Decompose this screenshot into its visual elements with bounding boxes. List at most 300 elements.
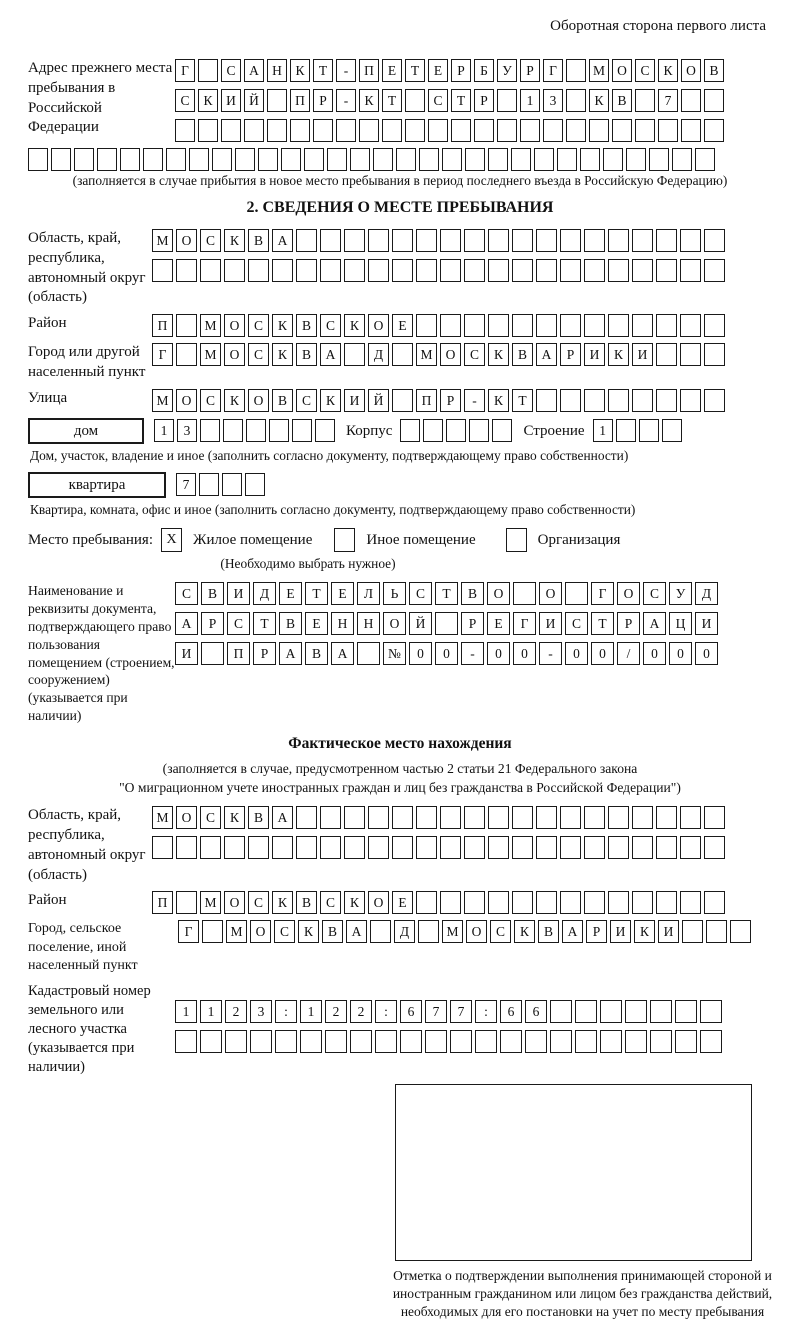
char-cell <box>28 148 48 171</box>
char-cell <box>566 89 586 112</box>
char-cell <box>512 259 533 282</box>
char-cell: О <box>176 389 197 412</box>
char-cell <box>632 806 653 829</box>
prev-address-grid <box>175 59 727 142</box>
char-cell <box>296 259 317 282</box>
char-cell <box>175 119 195 142</box>
char-cell: Т <box>451 89 471 112</box>
fact-city-block <box>28 920 772 975</box>
char-cell <box>440 891 461 914</box>
char-cell <box>512 891 533 914</box>
char-cell: Г <box>178 920 199 943</box>
char-cell <box>440 806 461 829</box>
char-cell <box>632 229 653 252</box>
char-cell <box>464 836 485 859</box>
char-cell <box>392 389 413 412</box>
char-cell: Е <box>487 612 510 635</box>
char-cell: 1 <box>154 419 174 442</box>
char-cell: И <box>610 920 631 943</box>
char-cell <box>175 1030 197 1053</box>
char-cell <box>199 473 219 496</box>
stroenie-label: Строение <box>523 422 585 439</box>
char-cell: А <box>331 642 354 665</box>
char-cell: 6 <box>525 1000 547 1023</box>
char-cell: У <box>497 59 517 82</box>
char-cell: : <box>275 1000 297 1023</box>
fact-city-label: Город, сельское поселение, иной населенный пункт <box>28 921 138 974</box>
char-cell: К <box>224 389 245 412</box>
char-cell <box>419 148 439 171</box>
char-cell <box>680 389 701 412</box>
char-cell: С <box>221 59 241 82</box>
char-cell: Е <box>392 891 413 914</box>
char-cell: Р <box>474 89 494 112</box>
char-cell <box>440 836 461 859</box>
char-cell <box>512 229 533 252</box>
char-cell: М <box>200 314 221 337</box>
char-cell: В <box>305 642 328 665</box>
char-cell <box>650 1000 672 1023</box>
char-cell <box>680 891 701 914</box>
char-cell: И <box>227 582 250 605</box>
char-cell <box>681 89 701 112</box>
char-cell <box>704 119 724 142</box>
char-cell: Р <box>313 89 333 112</box>
char-cell <box>658 119 678 142</box>
char-cell <box>405 119 425 142</box>
char-cell <box>488 836 509 859</box>
char-cell: А <box>272 229 293 252</box>
char-cell <box>543 119 563 142</box>
street-block <box>28 389 772 412</box>
char-cell: № <box>383 642 406 665</box>
apartment-row <box>28 472 772 498</box>
char-grid-document-row3[interactable] <box>175 642 721 665</box>
char-cell <box>440 314 461 337</box>
char-cell <box>275 1030 297 1053</box>
char-cell: Е <box>279 582 302 605</box>
char-grid-document-row2[interactable] <box>175 612 721 635</box>
page-title: Оборотная сторона первого листа <box>550 18 766 34</box>
char-grid-fact-city[interactable] <box>178 920 754 943</box>
char-cell <box>704 806 725 829</box>
char-cell <box>680 259 701 282</box>
char-cell: - <box>539 642 562 665</box>
char-cell: 0 <box>565 642 588 665</box>
char-cell: А <box>244 59 264 82</box>
char-cell <box>344 343 365 366</box>
char-cell <box>575 1000 597 1023</box>
char-cell <box>143 148 163 171</box>
char-cell <box>560 891 581 914</box>
char-cell: Н <box>267 59 287 82</box>
char-cell <box>662 419 682 442</box>
char-cell: С <box>464 343 485 366</box>
char-cell: А <box>272 806 293 829</box>
other-premises-label: Иное помещение <box>366 531 476 548</box>
char-cell: 3 <box>177 419 197 442</box>
char-cell <box>400 1030 422 1053</box>
char-grid-region-row2[interactable] <box>152 259 728 282</box>
char-cell: В <box>296 343 317 366</box>
char-cell: О <box>224 891 245 914</box>
char-cell: 7 <box>176 473 196 496</box>
char-cell <box>565 582 588 605</box>
char-cell: О <box>440 343 461 366</box>
char-cell: К <box>272 343 293 366</box>
char-cell: 6 <box>500 1000 522 1023</box>
document-label: Наименование и реквизиты документа, подтверждающего право пользования помещением (строением, сооружением) (указывается при наличии) <box>28 582 175 724</box>
char-cell: К <box>344 314 365 337</box>
char-cell: В <box>296 891 317 914</box>
char-cell: Г <box>175 59 195 82</box>
char-cell <box>296 806 317 829</box>
char-cell <box>584 836 605 859</box>
char-cell <box>450 1030 472 1053</box>
char-grid-district[interactable] <box>152 314 728 337</box>
char-cell: С <box>320 314 341 337</box>
char-cell <box>176 891 197 914</box>
char-cell: К <box>589 89 609 112</box>
char-grid-fact-region-row1[interactable] <box>152 806 728 829</box>
char-cell <box>350 1030 372 1053</box>
char-cell: А <box>346 920 367 943</box>
char-cell: И <box>695 612 718 635</box>
char-cell: Т <box>591 612 614 635</box>
char-cell <box>250 1030 272 1053</box>
char-cell <box>560 229 581 252</box>
char-grid-prev-address-row1[interactable] <box>175 59 727 82</box>
char-cell: С <box>175 89 195 112</box>
char-cell: Т <box>253 612 276 635</box>
char-cell <box>269 419 289 442</box>
char-cell <box>534 148 554 171</box>
char-cell <box>584 259 605 282</box>
char-grid-apartment-number[interactable] <box>176 473 268 496</box>
char-cell <box>580 148 600 171</box>
char-cell <box>224 836 245 859</box>
char-cell: М <box>152 806 173 829</box>
char-cell <box>222 473 242 496</box>
char-cell: И <box>632 343 653 366</box>
char-cell <box>152 836 173 859</box>
char-cell: М <box>200 343 221 366</box>
char-cell: П <box>152 891 173 914</box>
char-cell <box>656 229 677 252</box>
char-cell <box>608 891 629 914</box>
char-cell: И <box>539 612 562 635</box>
char-cell <box>608 389 629 412</box>
char-cell: О <box>224 343 245 366</box>
char-grid-house-number[interactable] <box>154 419 338 442</box>
char-cell <box>520 119 540 142</box>
char-cell <box>248 836 269 859</box>
char-cell <box>589 119 609 142</box>
char-grid-stroenie[interactable] <box>593 419 685 442</box>
char-cell: Ь <box>383 582 406 605</box>
char-cell: Р <box>461 612 484 635</box>
char-cell <box>373 148 393 171</box>
char-cell <box>200 259 221 282</box>
char-grid-city[interactable] <box>152 343 728 366</box>
house-row <box>28 418 772 444</box>
char-cell <box>200 1030 222 1053</box>
char-cell <box>730 920 751 943</box>
char-grid-prev-address-row3[interactable] <box>175 119 727 142</box>
char-cell <box>359 119 379 142</box>
char-cell <box>680 343 701 366</box>
char-cell <box>272 259 293 282</box>
char-cell <box>267 89 287 112</box>
actual-location-note1: (заполняется в случае, предусмотренном частью 2 статьи 21 Федерального закона <box>162 761 638 777</box>
char-cell <box>536 389 557 412</box>
char-cell <box>440 229 461 252</box>
char-cell <box>416 806 437 829</box>
char-cell: С <box>200 389 221 412</box>
char-cell <box>626 148 646 171</box>
char-cell <box>344 806 365 829</box>
char-cell: С <box>296 389 317 412</box>
char-cell: В <box>538 920 559 943</box>
char-cell <box>200 836 221 859</box>
char-cell <box>608 806 629 829</box>
char-cell <box>584 229 605 252</box>
char-cell <box>680 314 701 337</box>
char-cell <box>550 1030 572 1053</box>
char-cell: Р <box>520 59 540 82</box>
char-grid-cadastral-row1[interactable] <box>175 1000 725 1023</box>
char-cell: Н <box>357 612 380 635</box>
char-cell: М <box>200 891 221 914</box>
char-cell <box>560 806 581 829</box>
char-cell: Р <box>560 343 581 366</box>
fact-district-block <box>28 891 772 914</box>
char-cell <box>488 259 509 282</box>
char-cell: С <box>248 314 269 337</box>
char-cell: 0 <box>695 642 718 665</box>
stay-option-other <box>334 528 483 552</box>
char-grid-fact-district[interactable] <box>152 891 728 914</box>
char-cell <box>706 920 727 943</box>
char-cell <box>575 1030 597 1053</box>
char-cell <box>51 148 71 171</box>
char-cell <box>244 119 264 142</box>
char-cell: 1 <box>200 1000 222 1023</box>
char-cell: Р <box>451 59 471 82</box>
house-type-box[interactable]: дом <box>28 418 144 444</box>
char-cell <box>639 419 659 442</box>
char-cell <box>223 419 243 442</box>
char-cell: Й <box>409 612 432 635</box>
char-cell <box>368 806 389 829</box>
char-cell <box>428 119 448 142</box>
char-cell <box>566 59 586 82</box>
char-cell <box>497 119 517 142</box>
char-cell: Т <box>405 59 425 82</box>
char-cell <box>235 148 255 171</box>
fact-region-grid <box>152 806 728 859</box>
char-cell <box>492 419 512 442</box>
char-cell: 1 <box>175 1000 197 1023</box>
stay-option-organization <box>506 528 629 552</box>
char-cell <box>327 148 347 171</box>
char-cell: 1 <box>300 1000 322 1023</box>
char-cell <box>350 148 370 171</box>
char-cell <box>608 314 629 337</box>
char-cell: Н <box>331 612 354 635</box>
char-grid-cadastral-row2[interactable] <box>175 1030 725 1053</box>
char-cell <box>224 259 245 282</box>
char-cell <box>281 148 301 171</box>
char-cell <box>488 806 509 829</box>
char-cell <box>267 119 287 142</box>
char-cell: Р <box>617 612 640 635</box>
char-cell: К <box>658 59 678 82</box>
char-cell <box>656 314 677 337</box>
prev-address-note: (заполняется в случае прибытия в новое место пребывания в период последнего въезда в Российскую Федерацию) <box>72 173 728 188</box>
char-cell <box>704 259 725 282</box>
char-grid-document-row1[interactable] <box>175 582 721 605</box>
char-cell <box>700 1030 722 1053</box>
char-cell <box>584 314 605 337</box>
char-cell <box>290 119 310 142</box>
char-cell: М <box>589 59 609 82</box>
char-cell <box>608 259 629 282</box>
char-cell: К <box>359 89 379 112</box>
char-cell <box>464 229 485 252</box>
char-cell <box>632 259 653 282</box>
other-premises-checkbox[interactable] <box>334 528 358 552</box>
organization-checkbox[interactable] <box>506 528 530 552</box>
char-cell <box>474 119 494 142</box>
char-cell: Г <box>152 343 173 366</box>
residential-checkbox[interactable] <box>161 528 185 552</box>
char-cell <box>513 582 536 605</box>
char-cell <box>375 1030 397 1053</box>
apartment-type-box[interactable]: квартира <box>28 472 166 498</box>
char-cell: О <box>224 314 245 337</box>
char-cell <box>189 148 209 171</box>
char-cell: 3 <box>543 89 563 112</box>
char-cell: В <box>704 59 724 82</box>
char-cell <box>368 836 389 859</box>
char-grid-region-row1[interactable] <box>152 229 728 252</box>
stay-type-note: (Необходимо выбрать нужное) <box>220 555 396 571</box>
prev-address-label: Адрес прежнего места пребывания в Российской Федерации <box>28 60 173 136</box>
char-cell: М <box>442 920 463 943</box>
char-cell <box>320 836 341 859</box>
char-cell: - <box>464 389 485 412</box>
char-cell: П <box>416 389 437 412</box>
char-cell: С <box>643 582 666 605</box>
char-cell <box>416 229 437 252</box>
char-cell: С <box>227 612 250 635</box>
prev-address-block <box>28 59 772 142</box>
char-cell <box>584 891 605 914</box>
char-cell <box>357 642 380 665</box>
char-cell <box>635 119 655 142</box>
char-cell <box>392 343 413 366</box>
char-cell: А <box>175 612 198 635</box>
char-cell <box>566 119 586 142</box>
char-cell: В <box>296 314 317 337</box>
char-cell: В <box>248 806 269 829</box>
char-cell: Г <box>591 582 614 605</box>
char-cell: С <box>428 89 448 112</box>
char-cell: 1 <box>520 89 540 112</box>
residential-label: Жилое помещение <box>193 531 313 548</box>
char-cell <box>656 891 677 914</box>
char-cell <box>560 389 581 412</box>
char-cell: К <box>272 891 293 914</box>
char-cell <box>300 1030 322 1053</box>
char-cell: С <box>248 343 269 366</box>
char-cell <box>465 148 485 171</box>
char-cell: Р <box>253 642 276 665</box>
char-cell: С <box>635 59 655 82</box>
char-cell: И <box>344 389 365 412</box>
char-cell: М <box>416 343 437 366</box>
char-cell <box>536 836 557 859</box>
char-cell: О <box>176 229 197 252</box>
char-cell <box>446 419 466 442</box>
fact-region-block <box>28 806 772 885</box>
char-grid-fact-region-row2[interactable] <box>152 836 728 859</box>
char-cell <box>315 419 335 442</box>
char-cell: К <box>514 920 535 943</box>
char-cell: О <box>250 920 271 943</box>
cadastral-block <box>28 982 772 1078</box>
region-label: Область, край, республика, автономный округ (область) <box>28 230 146 306</box>
char-cell <box>202 920 223 943</box>
city-label: Город или другой населенный пункт <box>28 344 146 380</box>
char-cell <box>512 806 533 829</box>
char-cell <box>212 148 232 171</box>
char-cell <box>656 806 677 829</box>
char-grid-prev-address-row4[interactable] <box>28 148 772 171</box>
char-cell <box>246 419 266 442</box>
char-cell: / <box>617 642 640 665</box>
char-cell <box>512 836 533 859</box>
char-cell: - <box>461 642 484 665</box>
cadastral-grid <box>175 982 725 1053</box>
char-cell <box>325 1030 347 1053</box>
char-cell: Г <box>513 612 536 635</box>
section2-title: 2. СВЕДЕНИЯ О МЕСТЕ ПРЕБЫВАНИЯ <box>246 199 554 216</box>
char-cell: О <box>539 582 562 605</box>
char-cell: 7 <box>450 1000 472 1023</box>
char-cell <box>97 148 117 171</box>
char-cell <box>418 920 439 943</box>
char-grid-prev-address-row2[interactable] <box>175 89 727 112</box>
char-cell: О <box>176 806 197 829</box>
char-cell <box>557 148 577 171</box>
char-cell <box>334 528 355 552</box>
char-cell: К <box>198 89 218 112</box>
char-cell: К <box>224 229 245 252</box>
char-grid-street[interactable] <box>152 389 728 412</box>
char-cell: И <box>658 920 679 943</box>
korpus-label: Корпус <box>346 422 393 439</box>
street-label: Улица <box>28 389 68 406</box>
char-cell: С <box>248 891 269 914</box>
char-cell <box>392 259 413 282</box>
char-cell: - <box>336 59 356 82</box>
char-cell: В <box>461 582 484 605</box>
char-cell <box>320 259 341 282</box>
char-grid-korpus[interactable] <box>400 419 515 442</box>
char-cell: Й <box>244 89 264 112</box>
